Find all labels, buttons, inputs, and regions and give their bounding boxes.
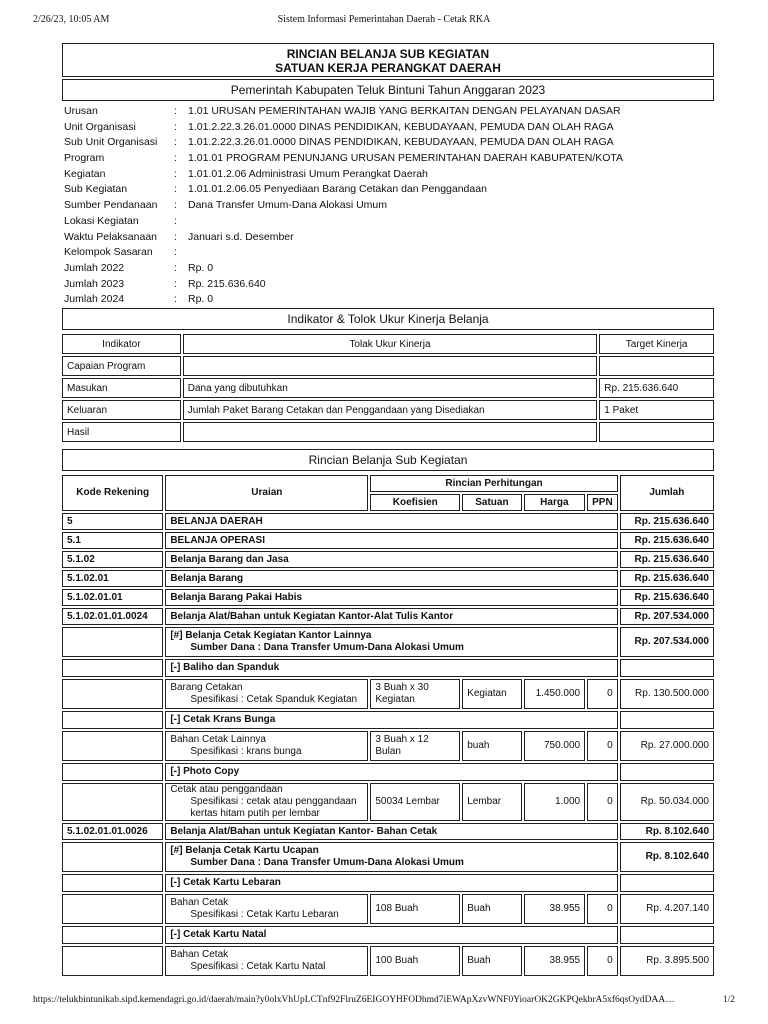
info-value: 1.01.01 PROGRAM PENUNJANG URUSAN PEMERINTAHAN DAERAH KABUPATEN/KOTA [188, 152, 624, 165]
uraian: BELANJA DAERAH [165, 513, 617, 530]
koefisien: 100 Buah [370, 946, 460, 976]
table-row [62, 679, 714, 709]
info-row [64, 261, 714, 277]
sub-group-title: [-] Cetak Kartu Lebaran [165, 874, 617, 892]
info-separator: : [174, 199, 177, 212]
indikator-row [62, 422, 714, 442]
ppn: 0 [587, 783, 618, 821]
satuan: Buah [462, 894, 521, 924]
info-separator: : [174, 183, 177, 196]
rincian-table [60, 473, 716, 978]
uraian: Belanja Alat/Bahan untuk Kegiatan Kantor-Alat Tulis Kantor [165, 608, 617, 625]
indikator-row [62, 356, 714, 376]
table-row [62, 608, 714, 625]
table-row [62, 926, 714, 944]
harga: 38.955 [524, 894, 586, 924]
info-separator: : [174, 277, 177, 290]
group-uraian [165, 627, 617, 657]
info-separator: : [174, 246, 177, 259]
table-row [62, 842, 714, 872]
table-row [62, 532, 714, 549]
info-value: 1.01.2.22.3.26.01.0000 DINAS PENDIDIKAN, KEBUDAYAAN, PEMUDA DAN OLAH RAGA [188, 136, 614, 149]
info-label: Waktu Pelaksanaan [64, 230, 157, 243]
jumlah: Rp. 3.895.500 [620, 946, 714, 976]
satuan: Lembar [462, 783, 521, 821]
info-value: 1.01.2.22.3.26.01.0000 DINAS PENDIDIKAN, KEBUDAYAAN, PEMUDA DAN OLAH RAGA [188, 120, 614, 133]
info-block [64, 104, 714, 308]
item-name: Bahan Cetak [170, 949, 229, 960]
group-title: [#] Belanja Cetak Kartu Ucapan [170, 845, 319, 856]
kode-rekening-empty [62, 711, 163, 729]
item-spesifikasi: Spesifikasi : Cetak Spanduk Kegiatan [190, 694, 358, 705]
item-spesifikasi: Spesifikasi : cetak atau penggandaan kertas hitam putih per lembar [190, 796, 357, 819]
table-row [62, 589, 714, 606]
info-row [64, 198, 714, 214]
group-title: [#] Belanja Cetak Kegiatan Kantor Lainnya [170, 630, 372, 641]
item-uraian [165, 946, 368, 976]
print-datetime: 2/26/23, 10:05 AM [33, 14, 110, 25]
harga: 1.000 [524, 783, 586, 821]
info-label: Jumlah 2023 [64, 277, 125, 290]
kode-rekening-empty [62, 731, 163, 761]
table-row [62, 513, 714, 530]
jumlah: Rp. 130.500.000 [620, 679, 714, 709]
jumlah: Rp. 8.102.640 [620, 842, 714, 872]
table-row [62, 627, 714, 657]
sub-group-title: [-] Baliho dan Spanduk [165, 659, 617, 677]
indikator-cell: 1 Paket [599, 400, 714, 420]
info-value [188, 214, 714, 230]
info-row [64, 277, 714, 293]
info-separator: : [174, 214, 177, 227]
info-separator: : [174, 105, 177, 117]
kode-rekening-empty [62, 763, 163, 781]
document-subtitle: Pemerintah Kabupaten Teluk Bintuni Tahun Anggaran 2023 [62, 79, 714, 101]
print-url: https://telukbintunikab.sipd.kemendagri.go.id/daerah/main?y0olxVhUpLCTnf92FlruZ6EIGOYHFODhmd7iEWApXzvWNF0YioarOK2GKPQekbrA5xf6qsOydDAA… [33, 995, 675, 1005]
info-label: Unit Organisasi [64, 120, 136, 133]
info-row [64, 292, 714, 308]
info-row [64, 104, 714, 120]
info-value: 1.01 URUSAN PEMERINTAHAN WAJIB YANG BERKAITAN DENGAN PELAYANAN DASAR [188, 105, 621, 117]
info-value: Januari s.d. Desember [188, 230, 294, 243]
indikator-table [60, 332, 716, 444]
table-row [62, 731, 714, 761]
rincian-section-title: Rincian Belanja Sub Kegiatan [62, 449, 714, 471]
info-row [64, 151, 714, 167]
group-sumber-dana: Sumber Dana : Dana Transfer Umum-Dana Alokasi Umum [190, 857, 464, 868]
jumlah: Rp. 215.636.640 [620, 532, 714, 549]
info-row [64, 135, 714, 151]
info-value: Rp. 0 [188, 293, 214, 306]
kode-rekening-empty [62, 679, 163, 709]
info-label: Lokasi Kegiatan [64, 214, 139, 227]
info-separator: : [174, 261, 177, 274]
header-ppn: PPN [587, 494, 618, 511]
kode-rekening: 5.1.02.01.01.0024 [62, 608, 163, 625]
indikator-cell: Keluaran [62, 400, 181, 420]
table-row [62, 874, 714, 892]
jumlah-empty [620, 926, 714, 944]
uraian: Belanja Barang Pakai Habis [165, 589, 617, 606]
info-value: Rp. 0 [188, 261, 214, 274]
item-spesifikasi: Spesifikasi : Cetak Kartu Lebaran [190, 909, 339, 920]
info-label: Sumber Pendanaan [64, 199, 158, 212]
indikator-cell: Dana yang dibutuhkan [183, 378, 598, 398]
kode-rekening-empty [62, 946, 163, 976]
sub-group-title: [-] Photo Copy [165, 763, 617, 781]
jumlah: Rp. 50.034.000 [620, 783, 714, 821]
uraian: Belanja Alat/Bahan untuk Kegiatan Kantor- Bahan Cetak [165, 823, 617, 840]
indikator-cell: Jumlah Paket Barang Cetakan dan Penggandaan yang Disediakan [183, 400, 598, 420]
item-name: Bahan Cetak Lainnya [170, 734, 266, 745]
header-satuan: Satuan [462, 494, 521, 511]
item-name: Barang Cetakan [170, 682, 243, 693]
info-label: Sub Unit Organisasi [64, 136, 158, 149]
item-name: Cetak atau penggandaan [170, 784, 283, 795]
ppn: 0 [587, 679, 618, 709]
info-row [64, 167, 714, 183]
info-label: Kelompok Sasaran [64, 246, 153, 259]
sub-group-title: [-] Cetak Kartu Natal [165, 926, 617, 944]
kode-rekening: 5.1 [62, 532, 163, 549]
jumlah: Rp. 4.207.140 [620, 894, 714, 924]
info-value [188, 245, 714, 261]
jumlah: Rp. 215.636.640 [620, 570, 714, 587]
table-row [62, 783, 714, 821]
jumlah: Rp. 8.102.640 [620, 823, 714, 840]
header-kode-rekening: Kode Rekening [62, 475, 163, 511]
title-line-1: RINCIAN BELANJA SUB KEGIATAN [286, 47, 490, 61]
indikator-cell: Masukan [62, 378, 181, 398]
title-line-2: SATUAN KERJA PERANGKAT DAERAH [275, 61, 501, 75]
jumlah: Rp. 207.534.000 [620, 627, 714, 657]
indikator-header-cell: Tolak Ukur Kinerja [183, 334, 598, 354]
info-row [64, 245, 714, 261]
table-row [62, 659, 714, 677]
kode-rekening-empty [62, 627, 163, 657]
jumlah: Rp. 207.534.000 [620, 608, 714, 625]
kode-rekening-empty [62, 874, 163, 892]
kode-rekening: 5.1.02 [62, 551, 163, 568]
jumlah-empty [620, 763, 714, 781]
item-spesifikasi: Spesifikasi : krans bunga [190, 746, 302, 757]
uraian: Belanja Barang dan Jasa [165, 551, 617, 568]
koefisien: 50034 Lembar [370, 783, 460, 821]
koefisien: 3 Buah x 30 Kegiatan [370, 679, 460, 709]
harga: 750.000 [524, 731, 586, 761]
indikator-cell: Rp. 215.636.640 [599, 378, 714, 398]
info-separator: : [174, 136, 177, 149]
indikator-cell [599, 356, 714, 376]
info-value: Rp. 215.636.640 [188, 277, 266, 290]
document-title [62, 43, 714, 77]
info-label: Jumlah 2022 [64, 261, 125, 274]
jumlah-empty [620, 659, 714, 677]
kode-rekening: 5.1.02.01.01.0026 [62, 823, 163, 840]
jumlah: Rp. 215.636.640 [620, 589, 714, 606]
table-row [62, 946, 714, 976]
item-name: Bahan Cetak [170, 897, 229, 908]
jumlah-empty [620, 874, 714, 892]
print-page-number: 1/2 [722, 995, 735, 1005]
header-harga: Harga [524, 494, 586, 511]
info-label: Jumlah 2024 [64, 293, 125, 306]
header-rincian-perhitungan: Rincian Perhitungan [370, 475, 617, 492]
table-row [62, 570, 714, 587]
jumlah-empty [620, 711, 714, 729]
kode-rekening: 5.1.02.01 [62, 570, 163, 587]
kode-rekening-empty [62, 842, 163, 872]
indikator-cell: Capaian Program [62, 356, 181, 376]
info-value: 1.01.01.2.06 Administrasi Umum Perangkat Daerah [188, 167, 428, 180]
indikator-row [62, 378, 714, 398]
table-row [62, 711, 714, 729]
kode-rekening-empty [62, 659, 163, 677]
ppn: 0 [587, 894, 618, 924]
jumlah: Rp. 215.636.640 [620, 551, 714, 568]
uraian: BELANJA OPERASI [165, 532, 617, 549]
indikator-section-title: Indikator & Tolok Ukur Kinerja Belanja [62, 308, 714, 330]
item-uraian [165, 783, 368, 821]
info-label: Sub Kegiatan [64, 183, 128, 196]
uraian: Belanja Barang [165, 570, 617, 587]
header-uraian: Uraian [165, 475, 368, 511]
table-row [62, 551, 714, 568]
jumlah: Rp. 215.636.640 [620, 513, 714, 530]
kode-rekening-empty [62, 894, 163, 924]
indikator-header-cell: Indikator [62, 334, 181, 354]
header-koefisien: Koefisien [370, 494, 460, 511]
header-jumlah: Jumlah [620, 475, 714, 511]
table-row [62, 763, 714, 781]
table-row [62, 823, 714, 840]
info-row [64, 214, 714, 230]
kode-rekening: 5.1.02.01.01 [62, 589, 163, 606]
info-value: 1.01.01.2.06.05 Penyediaan Barang Cetakan dan Penggandaan [188, 183, 487, 196]
item-uraian [165, 894, 368, 924]
indikator-cell [183, 422, 598, 442]
info-separator: : [174, 293, 177, 306]
print-page-title: Sistem Informasi Pemerintahan Daerah - Cetak RKA [277, 14, 491, 25]
sub-group-title: [-] Cetak Krans Bunga [165, 711, 617, 729]
satuan: Buah [462, 946, 521, 976]
info-separator: : [174, 120, 177, 133]
group-uraian [165, 842, 617, 872]
harga: 1.450.000 [524, 679, 586, 709]
info-value: Dana Transfer Umum-Dana Alokasi Umum [188, 199, 387, 212]
ppn: 0 [587, 946, 618, 976]
kode-rekening-empty [62, 926, 163, 944]
kode-rekening-empty [62, 783, 163, 821]
ppn: 0 [587, 731, 618, 761]
indikator-cell [599, 422, 714, 442]
koefisien: 3 Buah x 12 Bulan [370, 731, 460, 761]
satuan: Kegiatan [462, 679, 521, 709]
kode-rekening: 5 [62, 513, 163, 530]
indikator-header-cell: Target Kinerja [599, 334, 714, 354]
harga: 38.955 [524, 946, 586, 976]
jumlah: Rp. 27.000.000 [620, 731, 714, 761]
group-sumber-dana: Sumber Dana : Dana Transfer Umum-Dana Alokasi Umum [190, 642, 464, 653]
info-row [64, 230, 714, 246]
info-separator: : [174, 167, 177, 180]
indikator-cell: Hasil [62, 422, 181, 442]
info-label: Program [64, 152, 105, 165]
info-label: Kegiatan [64, 167, 106, 180]
koefisien: 108 Buah [370, 894, 460, 924]
item-spesifikasi: Spesifikasi : Cetak Kartu Natal [190, 961, 326, 972]
indikator-header-row [62, 334, 714, 354]
info-label: Urusan [64, 105, 98, 117]
info-row [64, 182, 714, 198]
indikator-row [62, 400, 714, 420]
table-row [62, 894, 714, 924]
indikator-cell [183, 356, 598, 376]
item-uraian [165, 679, 368, 709]
item-uraian [165, 731, 368, 761]
satuan: buah [462, 731, 521, 761]
info-row [64, 120, 714, 136]
info-separator: : [174, 152, 177, 165]
info-separator: : [174, 230, 177, 243]
